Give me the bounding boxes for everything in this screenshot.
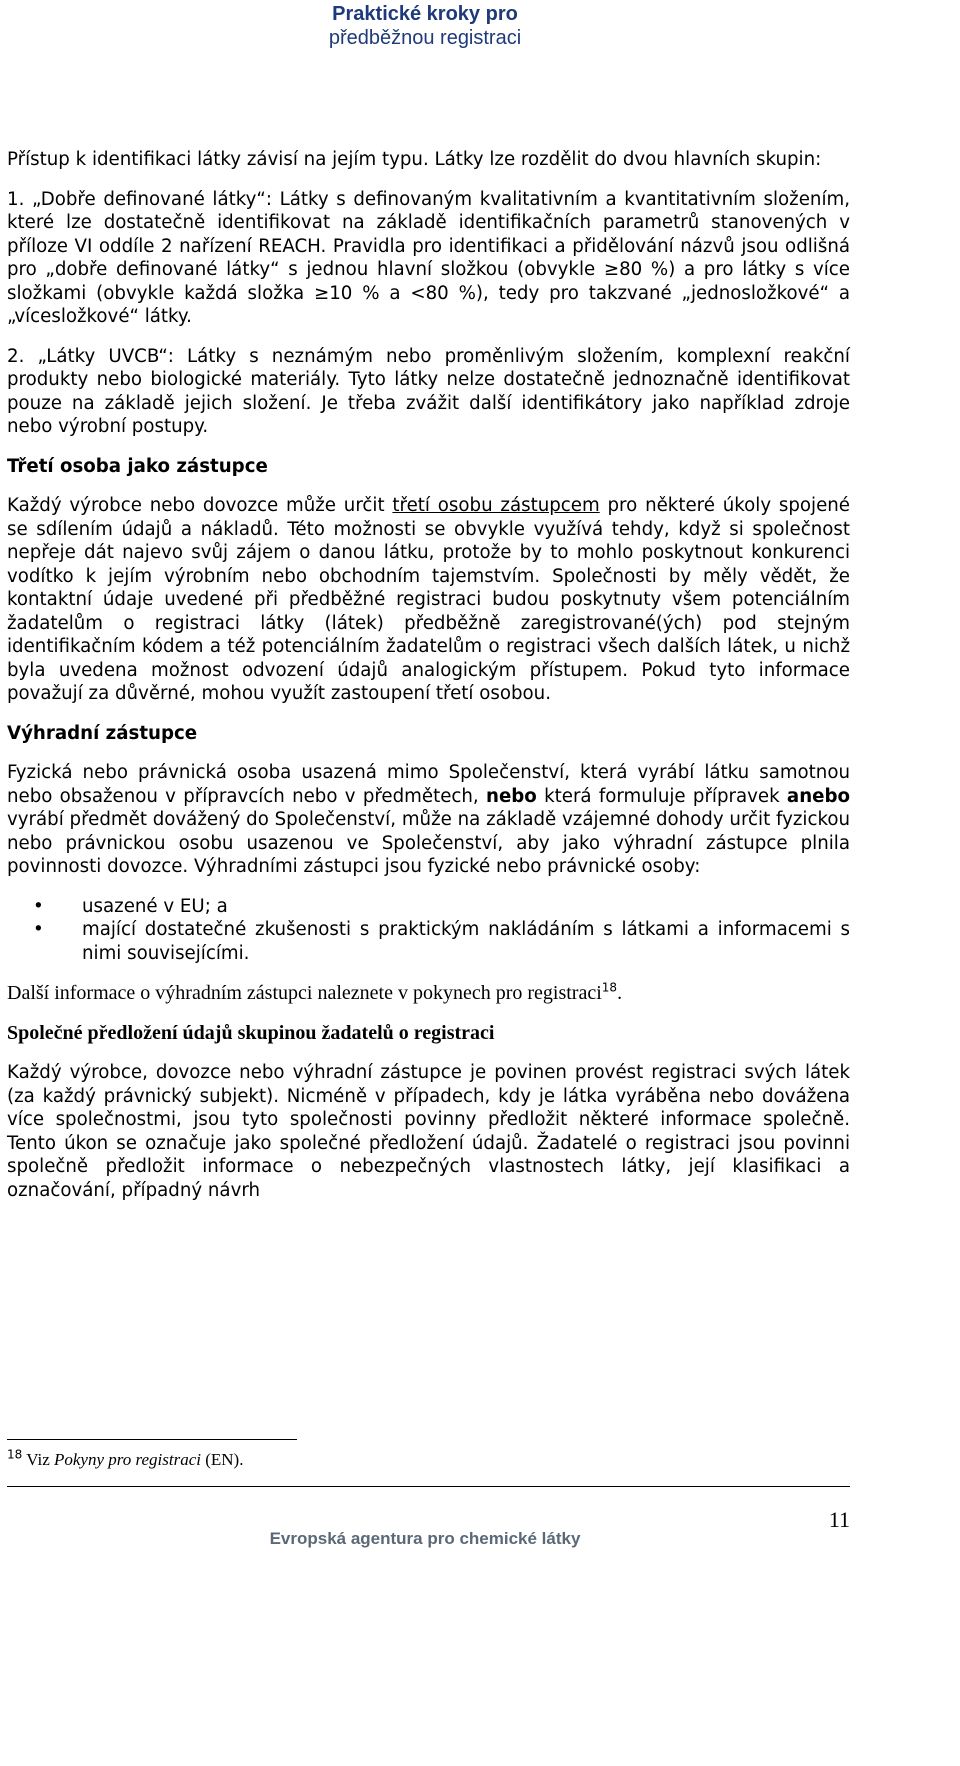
list-item-well-defined: 1. „Dobře definované látky“: Látky s definovaným kvalitativním a kvantitativním složením, které lze dostatečně identifikovat na základě identifikačních parametrů stanovených v příloze VI oddíle 2 nařízení REACH. Pravidla pro identifikaci a přidělování názvů jsou odlišná pro „dobře definované látky“ s jednou hlavní složkou (obvykle ≥80 %) a pro látky s více složkami (obvykle každá složka ≥10 % a <80 %), tedy pro takzvané „jednosložkové“ a „vícesložkové“ látky.	[7, 188, 850, 327]
footnote-reference[interactable]: 18	[601, 980, 618, 995]
footer-divider	[7, 1486, 850, 1487]
footnote	[7, 1447, 244, 1470]
bullet-text: mající dostatečné zkušenosti s praktickým nakládáním s látkami a informacemi s nimi souvisejícími.	[82, 919, 850, 964]
more-info-text: Další informace o výhradním zástupci naleznete v pokynech pro registraci	[7, 982, 602, 1004]
footnote-text-a: Viz	[22, 1450, 54, 1469]
sole-rep-bold-nebo: nebo	[486, 785, 537, 807]
header-subtitle: předběžnou registraci	[328, 27, 522, 49]
bullet-dot-icon: •	[33, 919, 44, 940]
intro-paragraph: Přístup k identifikaci látky závisí na jejím typu. Látky lze rozdělit do dvou hlavních skupin:	[7, 149, 822, 170]
sole-rep-bullet-list	[7, 895, 850, 966]
list-item	[7, 918, 850, 965]
third-party-text-after: pro některé úkoly spojené se sdílením údajů a nákladů. Této možnosti se obvykle využívá tehdy, když si společnost nepřeje dát najevo svůj zájem o danou látku, protože by to mohlo poskytnout konkurenci vodítko k jejím výrobním nebo obchodním tajemstvím. Společnosti by měly vědět, že kontaktní údaje uvedené při předběžné registraci budou poskytnuty všem potenciálním žadatelům o registraci látky (látek) předběžně zaregistrované(ých) pod stejným identifikačním kódem a též potenciálním žadatelům o registraci všech dalších látek, u nichž byla uvedena možnost odvození údajů analogickým přístupem. Pokud tyto informace považují za důvěrné, mohou využít zastoupení třetí osobou.	[7, 495, 850, 704]
list-item	[7, 895, 850, 919]
heading-joint-submission: Společné předložení údajů skupinou žadatelů o registraci	[7, 1022, 495, 1044]
bullet-dot-icon: •	[33, 895, 44, 917]
list-item-uvcb: 2. „Látky UVCB“: Látky s neznámým nebo proměnlivým složením, komplexní reakční produkty nebo biologické materiály. Tyto látky nelze dostatečně jednoznačně identifikovat pouze na základě jejich složení. Je třeba zvážit další identifikátory jako například zdroje nebo výrobní postupy.	[7, 345, 850, 437]
page-header	[0, 2, 850, 50]
more-info-paragraph	[7, 981, 850, 1005]
page-number: 11	[828, 1507, 850, 1532]
sole-rep-text-a: Fyzická nebo právnická osoba usazená mimo Společenství, která vyrábí látku samotnou nebo obsaženou v přípravcích nebo v předmětech,	[7, 762, 850, 807]
heading-sole-representative: Výhradní zástupce	[7, 722, 198, 744]
sole-rep-bold-anebo: anebo	[786, 785, 850, 807]
bullet-text: usazené v EU; a	[82, 895, 228, 917]
footnote-divider	[7, 1439, 297, 1440]
footer-agency: Evropská agentura pro chemické látky	[269, 1529, 581, 1548]
sole-rep-text-b: která formuluje přípravek	[536, 785, 787, 807]
more-info-end: .	[617, 982, 623, 1004]
third-party-text-before: Každý výrobce nebo dovozce může určit	[7, 495, 393, 516]
third-party-link[interactable]: třetí osobu zástupcem	[392, 495, 600, 516]
document-body	[7, 148, 850, 1218]
joint-submission-paragraph: Každý výrobce, dovozce nebo výhradní zástupce je povinen provést registraci svých látek (za každý právnický subjekt). Nicméně v případech, kdy je látka vyráběna nebo dovážena více společnostmi, jsou tyto společnosti povinny předložit některé informace společně. Tento úkon se označuje jako společné předložení údajů. Žadatelé o registraci jsou povinni společně předložit informace o nebezpečných vlastnostech látky, její klasifikaci a označování, případný návrh	[7, 1062, 850, 1201]
header-title: Praktické kroky pro	[332, 3, 518, 25]
footnote-italic-title: Pokyny pro registraci	[54, 1450, 201, 1469]
heading-third-party: Třetí osoba jako zástupce	[7, 455, 268, 477]
footnote-number: 18	[7, 1447, 23, 1462]
third-party-paragraph	[7, 494, 850, 706]
sole-rep-text-c: vyrábí předmět dovážený do Společenství, může na základě vzájemné dohody určit fyzickou nebo právnickou osobu usazenou ve Společenství, aby jako výhradní zástupce plnila povinnosti dovozce. Výhradními zástupci jsou fyzické nebo právnické osoby:	[7, 809, 850, 877]
sole-rep-paragraph	[7, 761, 850, 879]
footnote-text-b: (EN).	[200, 1450, 244, 1469]
